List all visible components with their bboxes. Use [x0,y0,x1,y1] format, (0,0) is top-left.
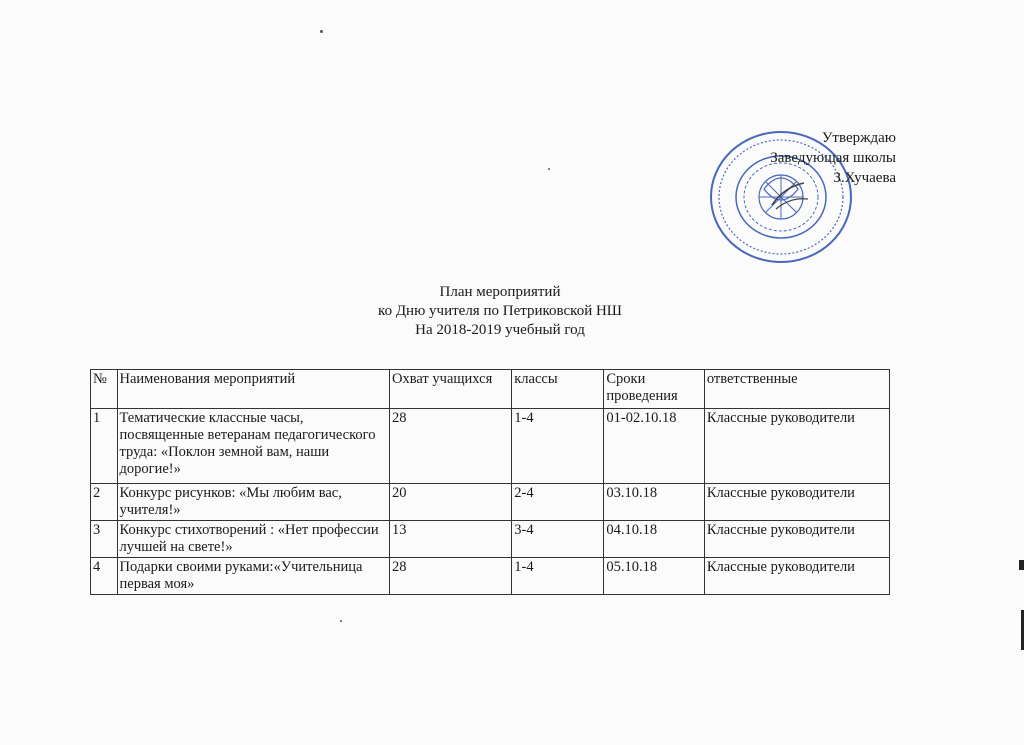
approval-block [700,128,896,188]
header-name: Наименования мероприятий [117,370,390,409]
cell-num: 2 [91,484,118,521]
table-row [91,484,890,521]
heading-title: План мероприятий [439,284,561,300]
cell-name: Подарки своими руками:«Учительница первая моя» [117,558,390,595]
table-row [91,521,890,558]
header-responsible: ответственные [704,370,889,409]
cell-classes: 1-4 [512,409,604,484]
cell-classes: 3-4 [512,521,604,558]
approval-position: Заведующая школы [770,150,896,166]
heading-year: На 2018-2019 учебный год [415,322,585,338]
cell-dates: 04.10.18 [604,521,704,558]
cell-num: 3 [91,521,118,558]
cell-classes: 1-4 [512,558,604,595]
cell-coverage: 13 [390,521,512,558]
approval-title: Утверждаю [821,130,896,146]
cell-responsible: Классные руководители [704,558,889,595]
cell-coverage: 28 [390,409,512,484]
cell-coverage: 28 [390,558,512,595]
scan-speck [340,620,342,622]
cell-responsible: Классные руководители [704,484,889,521]
cell-responsible: Классные руководители [704,521,889,558]
approval-signatory: З.Хучаева [833,170,896,186]
heading-subtitle: ко Дню учителя по Петриковской НШ [378,303,622,319]
table-row [91,409,890,484]
cell-name: Конкурс рисунков: «Мы любим вас, учителя!» [117,484,390,521]
cell-dates: 05.10.18 [604,558,704,595]
table-header-row [91,370,890,409]
cell-num: 1 [91,409,118,484]
cell-name: Тематические классные часы, посвященные ветеранам педагогического труда: «Поклон земной вам, наши дорогие!» [117,409,390,484]
cell-name: Конкурс стихотворений : «Нет профессии лучшей на свете!» [117,521,390,558]
cell-responsible: Классные руководители [704,409,889,484]
header-num: № [91,370,118,409]
cell-dates: 03.10.18 [604,484,704,521]
header-coverage: Охват учащихся [390,370,512,409]
table-row [91,558,890,595]
document-heading [300,283,700,340]
events-table [90,369,890,595]
cell-coverage: 20 [390,484,512,521]
scan-speck [548,168,550,170]
header-dates: Сроки проведения [604,370,704,409]
scan-edge-mark [1019,560,1024,570]
cell-dates: 01-02.10.18 [604,409,704,484]
cell-classes: 2-4 [512,484,604,521]
header-classes: классы [512,370,604,409]
cell-num: 4 [91,558,118,595]
scan-speck [320,30,323,33]
